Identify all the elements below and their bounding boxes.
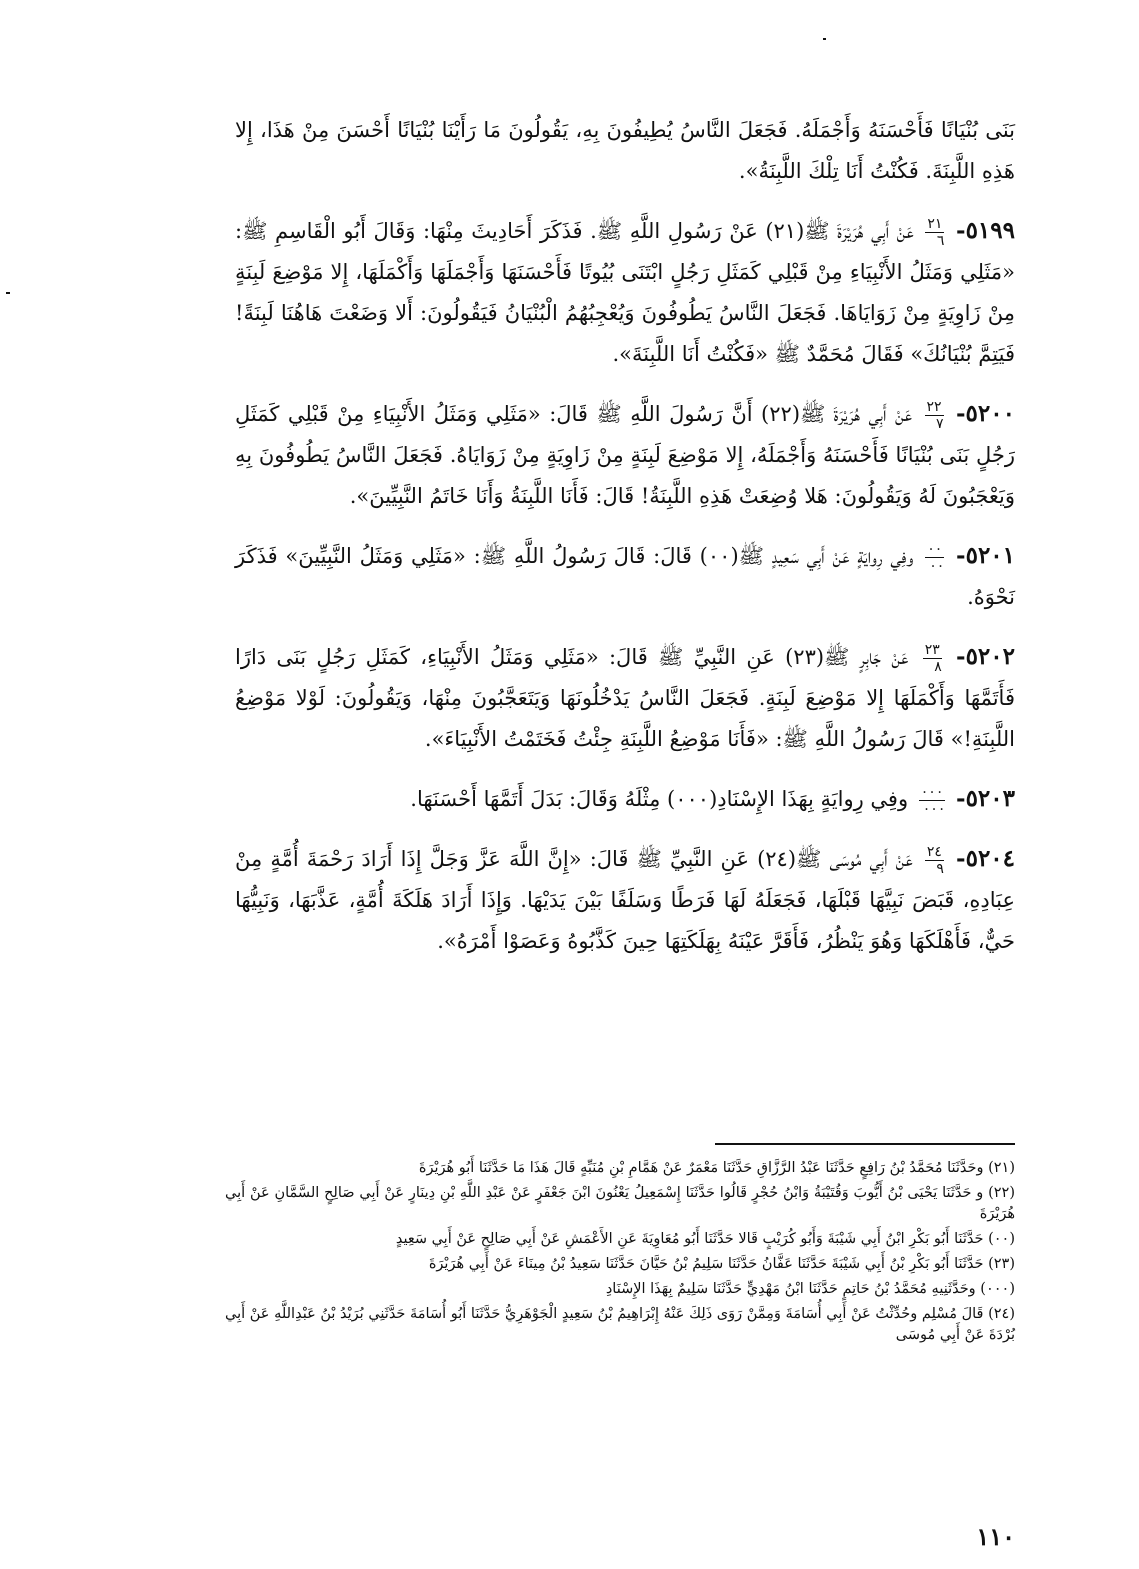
hadith-number: ٥٢٠٤- [956, 845, 1016, 872]
page-number: ١١٠ [976, 1522, 1015, 1551]
hadith-5200 [235, 393, 1015, 517]
hadith-text: وفِي رِوايَةٍ عَنْ أَبِي سَعِيدٍ ﷺ(٠٠) قَالَ: قَالَ رَسُولُ اللَّهِ ﷺ: «مَثَلِي وَمَثَلُ النَّبِيِّينَ» فَذَكَرَ نَحْوَهُ. [235, 544, 1015, 609]
hadith-text: عَنْ أَبِي مُوسَى ﷺ(٢٤) عَنِ النَّبِيِّ ﷺ قَالَ: «إِنَّ اللَّهَ عَزَّ وَجَلَّ إِذَا أَرَادَ رَحْمَةَ أُمَّةٍ مِنْ عِبَادِهِ، قَبَضَ نَبِيَّهَا قَبْلَهَا، فَجَعَلَهُ لَهَا فَرَطًا وَسَلَفًا بَيْنَ يَدَيْهَا. وَإِذَا أَرَادَ هَلَكَةَ أُمَّةٍ، عَذَّبَهَا، وَنَبِيُّهَا حَيٌّ، فَأَهْلَكَهَا وَهُوَ يَنْظُرُ، فَأَقَرَّ عَيْنَهُ بِهَلَكَتِهَا حِينَ كَذَّبُوهُ وَعَصَوْا أَمْرَهُ». [235, 847, 1015, 953]
hadith-5204 [235, 838, 1015, 962]
scan-speck-left [6, 292, 10, 294]
hadith-text: عَنْ أَبِي هُرَيْرَةَ ﷺ(٢٢) أَنَّ رَسُولَ اللَّهِ ﷺ قَالَ: «مَثَلِي وَمَثَلُ الأَنْبِيَاءِ مِنْ قَبْلِي كَمَثَلِ رَجُلٍ بَنَى بُنْيَانًا فَأَحْسَنَهُ وَأَجْمَلَهُ، إِلا مَوْضِعَ لَبِنَةٍ مِنْ زَاوِيَةٍ مِنْ زَوَايَاهُ. فَجَعَلَ النَّاسُ يَطُوفُونَ بِهِ وَيَعْجَبُونَ لَهُ وَيَقُولُونَ: هَلا وُضِعَتْ هَذِهِ اللَّبِنَةُ! قَالَ: فَأَنَا اللَّبِنَةُ وَأَنَا خَاتَمُ النَّبِيِّينَ». [235, 402, 1015, 508]
reference-fraction: $\frac{٠٠٠}{٠٠٠}$ [920, 784, 946, 817]
hadith-text: عَنْ أَبِي هُرَيْرَةَ ﷺ(٢١) عَنْ رَسُولِ اللَّهِ ﷺ. فَذَكَرَ أَحَادِيثَ مِنْهَا: وَقَالَ أَبُو الْقَاسِمِ ﷺ: «مَثَلِي وَمَثَلُ الأَنْبِيَاءِ مِنْ قَبْلِي كَمَثَلِ رَجُلٍ ابْتَنَى بُيُوتًا فَأَحْسَنَهَا وَأَجْمَلَهَا وَأَكْمَلَهَا، إِلا مَوْضِعَ لَبِنَةٍ مِنْ زَاوِيَةٍ مِنْ زَوَايَاهَا. فَجَعَلَ النَّاسُ يَطُوفُونَ وَيُعْجِبُهُمُ الْبُنْيَانُ فَيَقُولُونَ: أَلا وَضَعْتَ هَاهُنَا لَبِنَةً! فَيَتِمَّ بُنْيَانُكَ» فَقَالَ مُحَمَّدٌ ﷺ «فَكُنْتُ أَنَا اللَّبِنَةَ». [235, 219, 1015, 366]
main-text [235, 110, 1015, 980]
reference-fraction: $\frac{٢٢}{٧}$ [926, 399, 944, 432]
footnotes [225, 1158, 1015, 1350]
paragraph-intro [235, 110, 1015, 192]
paragraph-text: بَنَى بُنْيَانًا فَأَحْسَنَهُ وَأَجْمَلَهُ. فَجَعَلَ النَّاسُ يُطِيفُونَ بِهِ، يَقُولُونَ مَا رَأَيْنَا بُنْيَانًا أَحْسَنَ مِنْ هَذَا، إِلا هَذِهِ اللَّبِنَةَ. فَكُنْتُ أَنَا تِلْكَ اللَّبِنَةُ». [235, 118, 1015, 183]
hadith-number: ٥٢٠١- [956, 542, 1016, 569]
hadith-number: ٥١٩٩- [956, 217, 1015, 244]
reference-fraction: $\frac{٢٤}{٩}$ [926, 844, 944, 877]
footnote: (٠٠) حَدَّثَنَا أَبُو بَكْرِ ابْنُ أَبِي شَيْبَةَ وَأَبُو كُرَيْبٍ قَالا حَدَّثَنَا أَبُو مُعَاوِيَةَ عَنِ الأَعْمَشِ عَنْ أَبِي صَالِحٍ عَنْ أَبِي سَعِيدٍ [395, 1231, 1015, 1247]
footnote: (٢٤) قَالَ مُسْلِم وحُدِّثْتُ عَنْ أَبِي أُسَامَةَ وَمِمَّنْ رَوَى ذَلِكَ عَنْهُ إِبْرَاهِيمُ بْنُ سَعِيدٍ الْجَوْهَرِيُّ حَدَّثَنَا أَبُو أُسَامَةَ حَدَّثَنِي بُرَيْدُ بْنُ عَبْدِاللَّهِ عَنْ أَبِي بُرْدَةَ عَنْ أَبِي مُوسَى [225, 1306, 1015, 1343]
hadith-5203 [235, 778, 1015, 820]
hadith-5202 [235, 636, 1015, 760]
scan-speck-top [823, 38, 826, 40]
footnote: (٠٠٠) وحَدَّثَنِيهِ مُحَمَّدُ بْنُ حَاتِمٍ حَدَّثَنَا ابْنُ مَهْدِيٍّ حَدَّثَنَا سَلِيمٌ بِهَذَا الإِسْنَادِ [605, 1281, 1015, 1297]
hadith-number: ٥٢٠٢- [956, 643, 1015, 670]
footnote-divider [715, 1143, 1015, 1145]
footnote: (٢٢) و حَدَّثَنَا يَحْيَى بْنُ أَيُّوبَ وَقُتَيْبَةُ وَابْنُ حُجْرٍ قَالُوا حَدَّثَنَا إِسْمَعِيلُ يَعْنُونَ ابْنَ جَعْفَرٍ عَنْ عَبْدِ اللَّهِ بْنِ دِينَارٍ عَنْ أَبِي صَالِحٍ السَّمَّانِ عَنْ أَبِي هُرَيْرَةَ [225, 1185, 1015, 1222]
hadith-text: عَنْ جَابِرٍ ﷺ(٢٣) عَنِ النَّبِيِّ ﷺ قَالَ: «مَثَلِي وَمَثَلُ الأَنْبِيَاءِ، كَمَثَلِ رَجُلٍ بَنَى دَارًا فَأَتَمَّهَا وَأَكْمَلَهَا إِلا مَوْضِعَ لَبِنَةٍ. فَجَعَلَ النَّاسُ يَدْخُلُونَهَا وَيَتَعَجَّبُونَ مِنْهَا، وَيَقُولُونَ: لَوْلا مَوْضِعُ اللَّبِنَةِ!» قَالَ رَسُولُ اللَّهِ ﷺ: «فَأَنَا مَوْضِعُ اللَّبِنَةِ جِئْتُ فَخَتَمْتُ الأَنْبِيَاءَ». [235, 645, 1015, 751]
hadith-5201 [235, 535, 1015, 618]
reference-fraction: $\frac{٢٣}{٨}$ [924, 642, 942, 675]
footnote: (٢٣) حَدَّثَنَا أَبُو بَكْرِ بْنُ أَبِي شَيْبَةَ حَدَّثَنَا عَفَّانُ حَدَّثَنَا سَلِيمُ بْنُ حَيَّانَ حَدَّثَنَا سَعِيدُ بْنُ مِينَاءَ عَنْ أَبِي هُرَيْرَةَ [428, 1256, 1015, 1272]
hadith-text: وفِي رِوايَةٍ بِهَذَا الإِسْنَادِ(٠٠٠) مِثْلَهُ وَقَالَ: بَدَلَ أَتَمَّهَا أَحْسَنَهَا. [410, 787, 909, 811]
reference-fraction: $\frac{٢١}{٦}$ [927, 216, 945, 249]
hadith-number: ٥٢٠٠- [956, 400, 1015, 427]
reference-fraction: $\frac{٠٠}{٠٠}$ [927, 541, 945, 574]
footnote: (٢١) وحَدَّثَنَا مُحَمَّدُ بْنُ رَافِعٍ حَدَّثَنَا عَبْدُ الرَّزَّاقِ حَدَّثَنَا مَعْمَرٌ عَنْ هَمَّامِ بْنِ مُنَبِّهٍ قَالَ هَذَا مَا حَدَّثَنَا أَبُو هُرَيْرَةَ [418, 1160, 1015, 1176]
hadith-5199 [235, 210, 1015, 375]
hadith-number: ٥٢٠٣- [956, 785, 1015, 812]
